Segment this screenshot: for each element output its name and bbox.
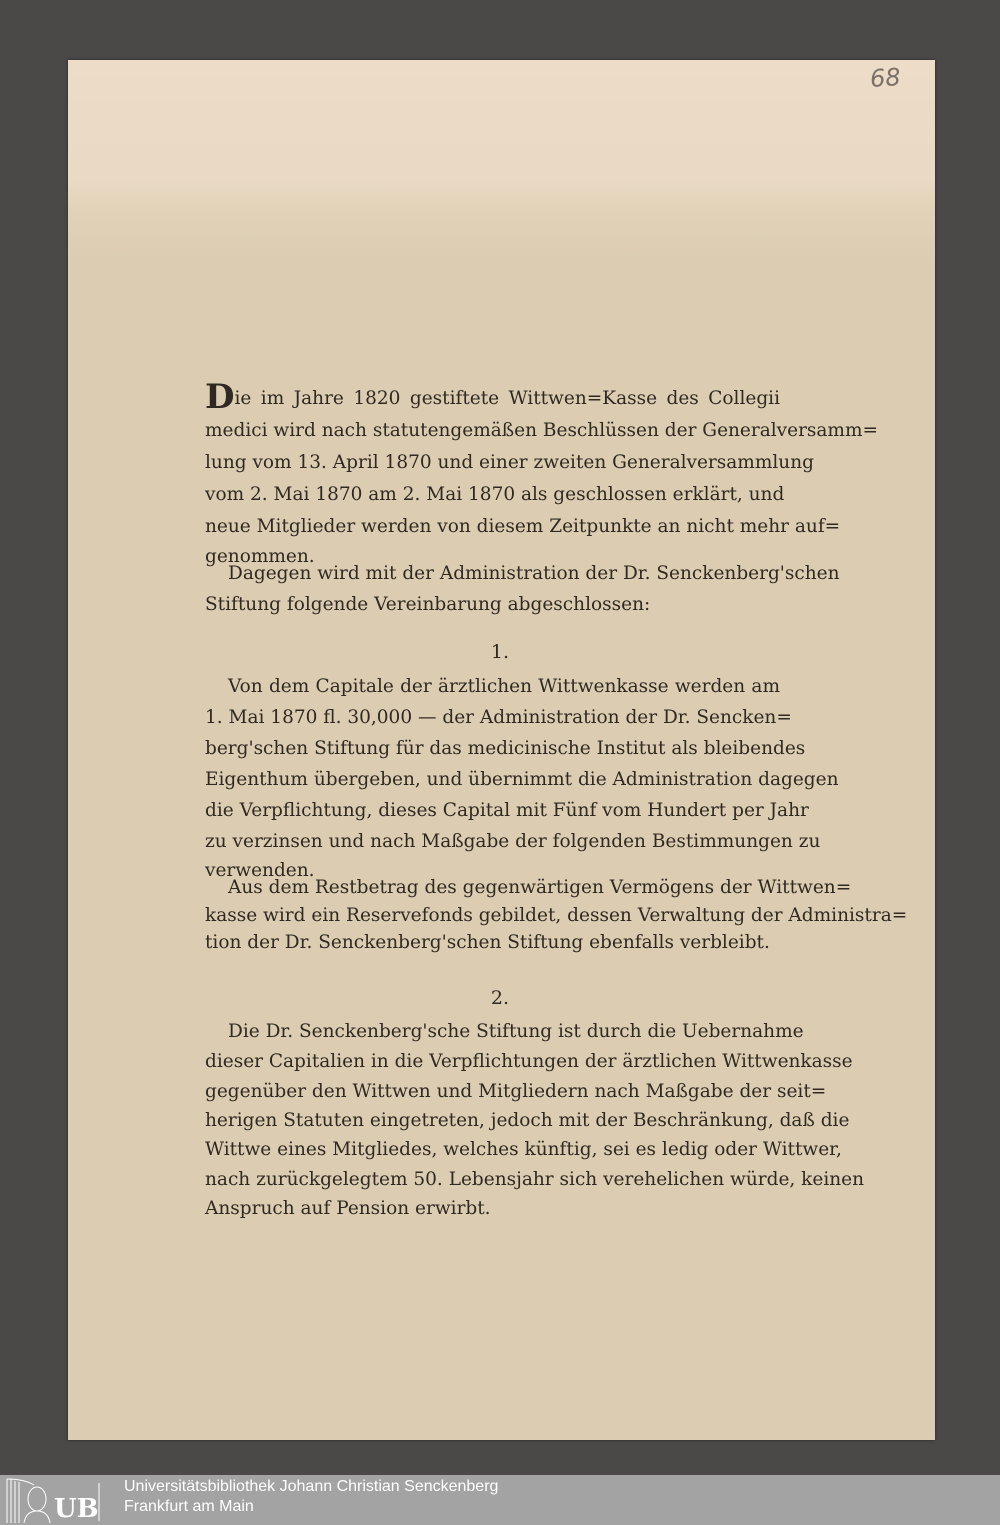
text-line	[205, 831, 821, 852]
text-line	[228, 877, 852, 898]
drop-cap: D	[205, 377, 235, 417]
text-line	[205, 707, 792, 728]
ub-logo-icon	[4, 1477, 100, 1523]
text-line	[205, 420, 879, 441]
text-line	[205, 484, 785, 505]
text-line-content: Anspruch auf Pension erwirbt.	[205, 1198, 491, 1219]
text-line	[205, 905, 908, 926]
text-line-content: Stiftung folgende Vereinbarung abgeschlossen:	[205, 594, 651, 615]
library-city: Frankfurt am Main	[124, 1498, 254, 1515]
text-line-content: Von dem Capitale der ärztlichen Wittwenkasse werden am	[228, 676, 780, 697]
text-line-content: gegenüber den Wittwen und Mitgliedern nach Maßgabe der seit=	[205, 1081, 827, 1102]
text-line-content: neue Mitglieder werden von diesem Zeitpunkte an nicht mehr auf=	[205, 516, 841, 537]
text-line-content: lung vom 13. April 1870 und einer zweiten Generalversammlung	[205, 452, 814, 473]
text-line	[205, 1051, 853, 1072]
text-line	[228, 676, 780, 697]
text-line	[228, 1021, 804, 1042]
text-line-content: berg'schen Stiftung für das medicinische Institut als bleibendes	[205, 738, 806, 759]
text-line	[205, 452, 814, 473]
text-line	[205, 1081, 827, 1102]
text-line	[205, 516, 841, 537]
text-line-content: nach zurückgelegtem 50. Lebensjahr sich verehelichen würde, keinen	[205, 1169, 865, 1190]
text-line	[205, 1139, 842, 1160]
text-line	[205, 1198, 780, 1219]
text-line-content: herigen Statuten eingetreten, jedoch mit der Beschränkung, daß die	[205, 1110, 850, 1131]
text-line-content: Aus dem Restbetrag des gegenwärtigen Vermögens der Wittwen=	[228, 877, 852, 898]
text-line-content: ie im Jahre 1820 gestiftete Wittwen=Kasse des Collegii	[234, 388, 780, 409]
text-line-content: dieser Capitalien in die Verpflichtungen der ärztlichen Wittwenkasse	[205, 1051, 853, 1072]
text-line-content: zu verzinsen und nach Maßgabe der folgenden Bestimmungen zu	[205, 831, 821, 852]
section-2-heading: 2.	[490, 987, 510, 1009]
text-line	[205, 1169, 865, 1190]
text-line-content: Wittwe eines Mitgliedes, welches künftig, sei es ledig oder Wittwer,	[205, 1139, 842, 1160]
text-line	[205, 1110, 850, 1131]
text-line-content: 1. Mai 1870 fl. 30,000 — der Administration der Dr. Sencken=	[205, 707, 792, 728]
text-line	[228, 563, 840, 584]
text-line-content: tion der Dr. Senckenberg'schen Stiftung ebenfalls verbleibt.	[205, 932, 770, 953]
text-line-content: vom 2. Mai 1870 am 2. Mai 1870 als geschlossen erklärt, und	[205, 484, 785, 505]
text-line	[205, 738, 806, 759]
svg-text:UB: UB	[54, 1494, 99, 1523]
text-line	[205, 932, 780, 953]
text-line-content: verwenden.	[205, 860, 315, 881]
section-1-heading: 1.	[490, 641, 510, 663]
library-name: Universitätsbibliothek Johann Christian Senckenberg	[124, 1478, 499, 1495]
folio-number: 68	[869, 62, 902, 94]
text-line-content: genommen.	[205, 546, 315, 567]
text-line-content: medici wird nach statutengemäßen Beschlüssen der Generalversamm=	[205, 420, 879, 441]
text-line-content: kasse wird ein Reservefonds gebildet, dessen Verwaltung der Administra=	[205, 905, 908, 926]
library-footer	[0, 1475, 1000, 1525]
text-line-content: Eigenthum übergeben, und übernimmt die Administration dagegen	[205, 769, 839, 790]
text-line	[205, 594, 780, 615]
text-line-content: die Verpflichtung, dieses Capital mit Fünf vom Hundert per Jahr	[205, 800, 809, 821]
text-line-content: Die Dr. Senckenberg'sche Stiftung ist durch die Uebernahme	[228, 1021, 804, 1042]
text-line	[205, 769, 839, 790]
text-line-content: Dagegen wird mit der Administration der Dr. Senckenberg'schen	[228, 563, 840, 584]
text-line	[205, 800, 809, 821]
text-line	[205, 377, 780, 417]
